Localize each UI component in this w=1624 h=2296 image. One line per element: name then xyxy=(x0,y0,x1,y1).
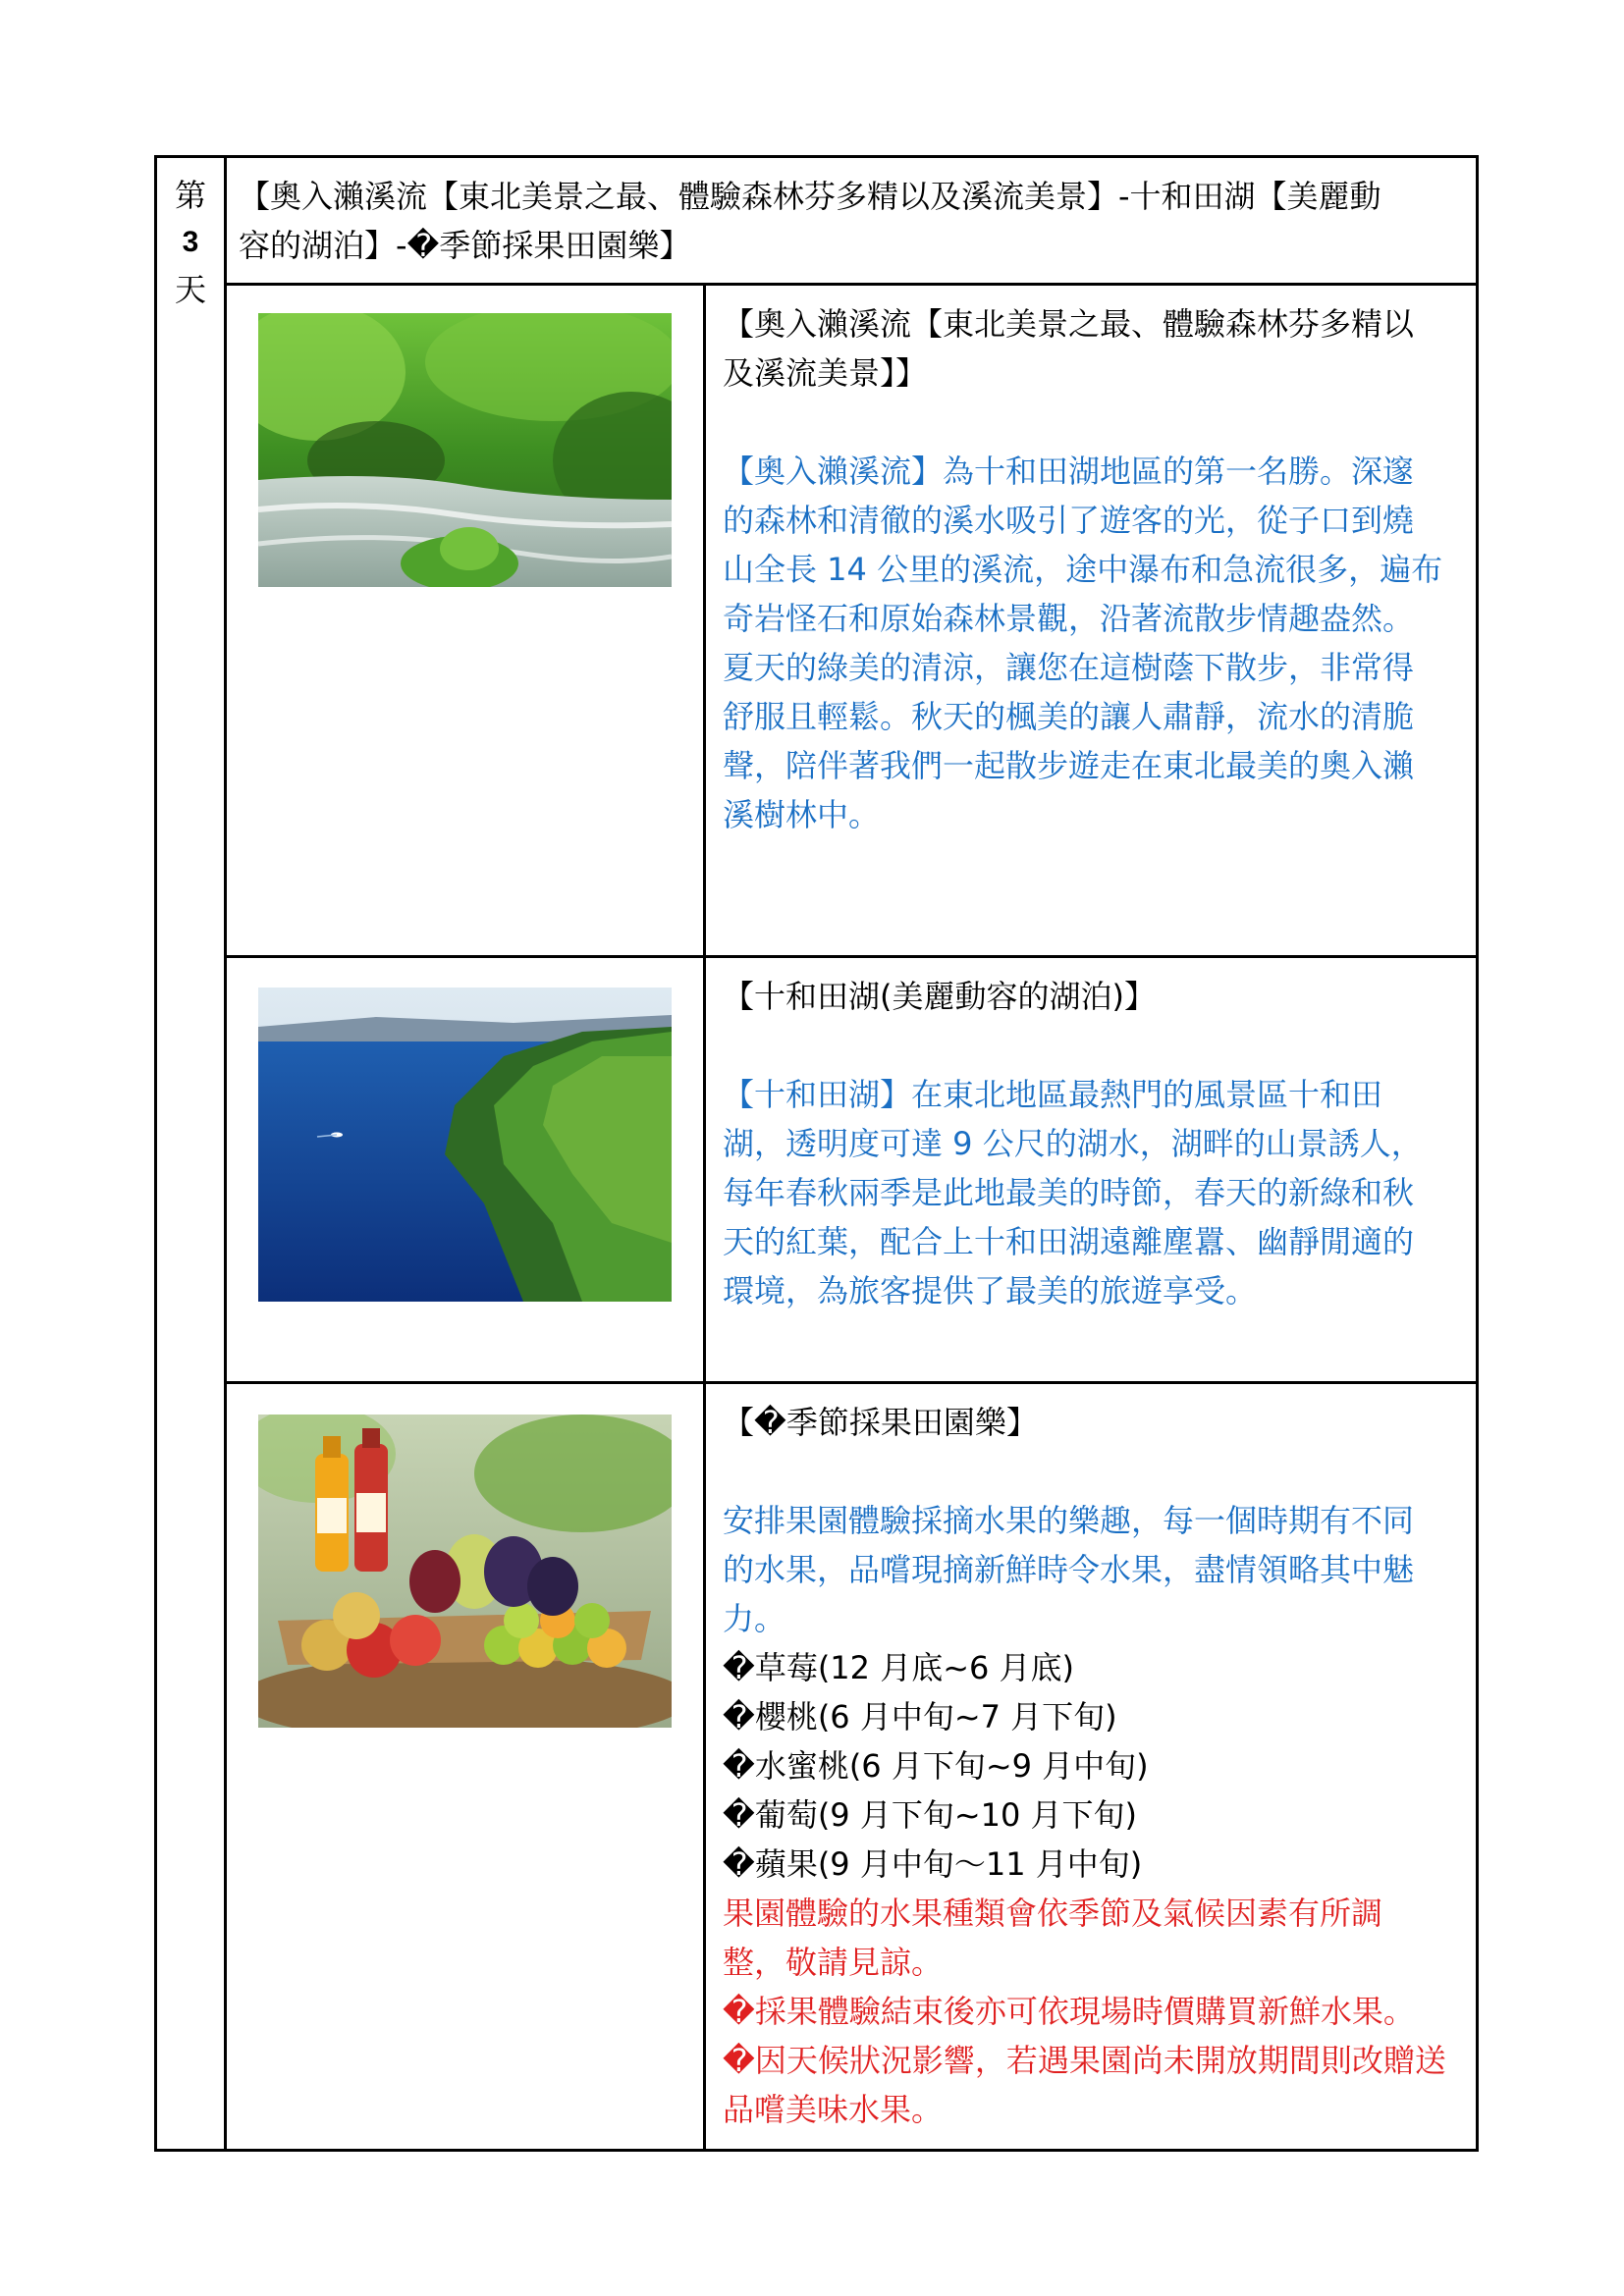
body-line: 的森林和清徹的溪水吸引了遊客的光，從子口到燒 xyxy=(723,502,1415,539)
day-header xyxy=(227,158,1476,286)
day-label-bottom: 天 xyxy=(174,271,206,308)
day-column xyxy=(157,158,227,2149)
section-title-line-1: 【奧入瀨溪流【東北美景之最、體驗森林芬多精以 xyxy=(723,305,1415,343)
body-line: 的水果，品嚐現摘新鮮時令水果，盡情領略其中魅 xyxy=(723,1551,1415,1588)
header-line-1: 【奧入瀨溪流【東北美景之最、體驗森林芬多精以及溪流美景】-十和田湖【美麗動 xyxy=(239,178,1381,215)
fruit-season-item: �草莓(12 月底~6 月底) xyxy=(723,1649,1075,1686)
body-line: 湖，透明度可達 9 公尺的湖水，湖畔的山景誘人， xyxy=(723,1125,1423,1162)
section-oirase xyxy=(227,286,1476,958)
body-line: 聲，陪伴著我們一起散步遊走在東北最美的奧入瀨 xyxy=(723,747,1415,784)
note-line: 果園體驗的水果種類會依季節及氣候因素有所調 xyxy=(723,1895,1383,1932)
oirase-stream-photo xyxy=(258,313,672,587)
section-fruit-picking xyxy=(227,1384,1476,2149)
text-cell xyxy=(709,286,1476,955)
text-cell xyxy=(709,958,1476,1381)
note-line: 品嚐美味水果。 xyxy=(723,2091,944,2128)
body-line: 環境，為旅客提供了最美的旅遊享受。 xyxy=(723,1272,1258,1309)
body-line: 力。 xyxy=(723,1600,786,1637)
day-label-top: 第 xyxy=(174,177,206,214)
towada-lake-photo xyxy=(258,988,672,1302)
section-towada-lake xyxy=(227,958,1476,1384)
fruit-season-item: �櫻桃(6 月中旬~7 月下旬) xyxy=(723,1698,1117,1735)
fruit-season-item: �水蜜桃(6 月下旬~9 月中旬) xyxy=(723,1747,1149,1785)
body-line: 每年春秋兩季是此地最美的時節，春天的新綠和秋 xyxy=(723,1174,1415,1211)
day-number: 3 xyxy=(182,226,199,258)
body-line: 奇岩怪石和原始森林景觀，沿著流散步情趣盎然。 xyxy=(723,600,1415,637)
image-cell xyxy=(227,958,706,1381)
text-cell xyxy=(709,1384,1476,2149)
image-cell xyxy=(227,1384,706,2149)
body-line: 山全長 14 公里的溪流，途中瀑布和急流很多，遍布 xyxy=(723,551,1443,588)
body-line: 【奧入瀨溪流】為十和田湖地區的第一名勝。深邃 xyxy=(723,453,1415,490)
note-line: �因天候狀況影響，若遇果園尚未開放期間則改贈送 xyxy=(723,2042,1446,2079)
header-line-2: 容的湖泊】-�季節採果田園樂】 xyxy=(239,227,691,264)
body-line: 夏天的綠美的清涼，讓您在這樹蔭下散步，非常得 xyxy=(723,649,1415,686)
fruit-season-item: �蘋果(9 月中旬～11 月中旬) xyxy=(723,1845,1143,1883)
fruit-basket-photo xyxy=(258,1415,672,1728)
section-title-line-2: 及溪流美景】】 xyxy=(723,354,928,392)
fruit-season-item: �葡萄(9 月下旬~10 月下旬) xyxy=(723,1796,1138,1834)
itinerary-table xyxy=(154,155,1479,2152)
section-title-line-1: 【�季節採果田園樂】 xyxy=(723,1404,1038,1441)
body-line: 舒服且輕鬆。秋天的楓美的讓人肅靜，流水的清脆 xyxy=(723,698,1415,735)
note-line: �採果體驗結束後亦可依現場時價購買新鮮水果。 xyxy=(723,1993,1415,2030)
body-line: 安排果園體驗採摘水果的樂趣，每一個時期有不同 xyxy=(723,1502,1415,1539)
body-line: 天的紅葉，配合上十和田湖遠離塵囂、幽靜閒適的 xyxy=(723,1223,1415,1260)
note-line: 整，敬請見諒。 xyxy=(723,1944,944,1981)
body-line: 溪樹林中。 xyxy=(723,796,881,833)
body-line: 【十和田湖】在東北地區最熱門的風景區十和田 xyxy=(723,1076,1383,1113)
section-title-line-1: 【十和田湖(美麗動容的湖泊)】 xyxy=(723,978,1156,1015)
image-cell xyxy=(227,286,706,955)
